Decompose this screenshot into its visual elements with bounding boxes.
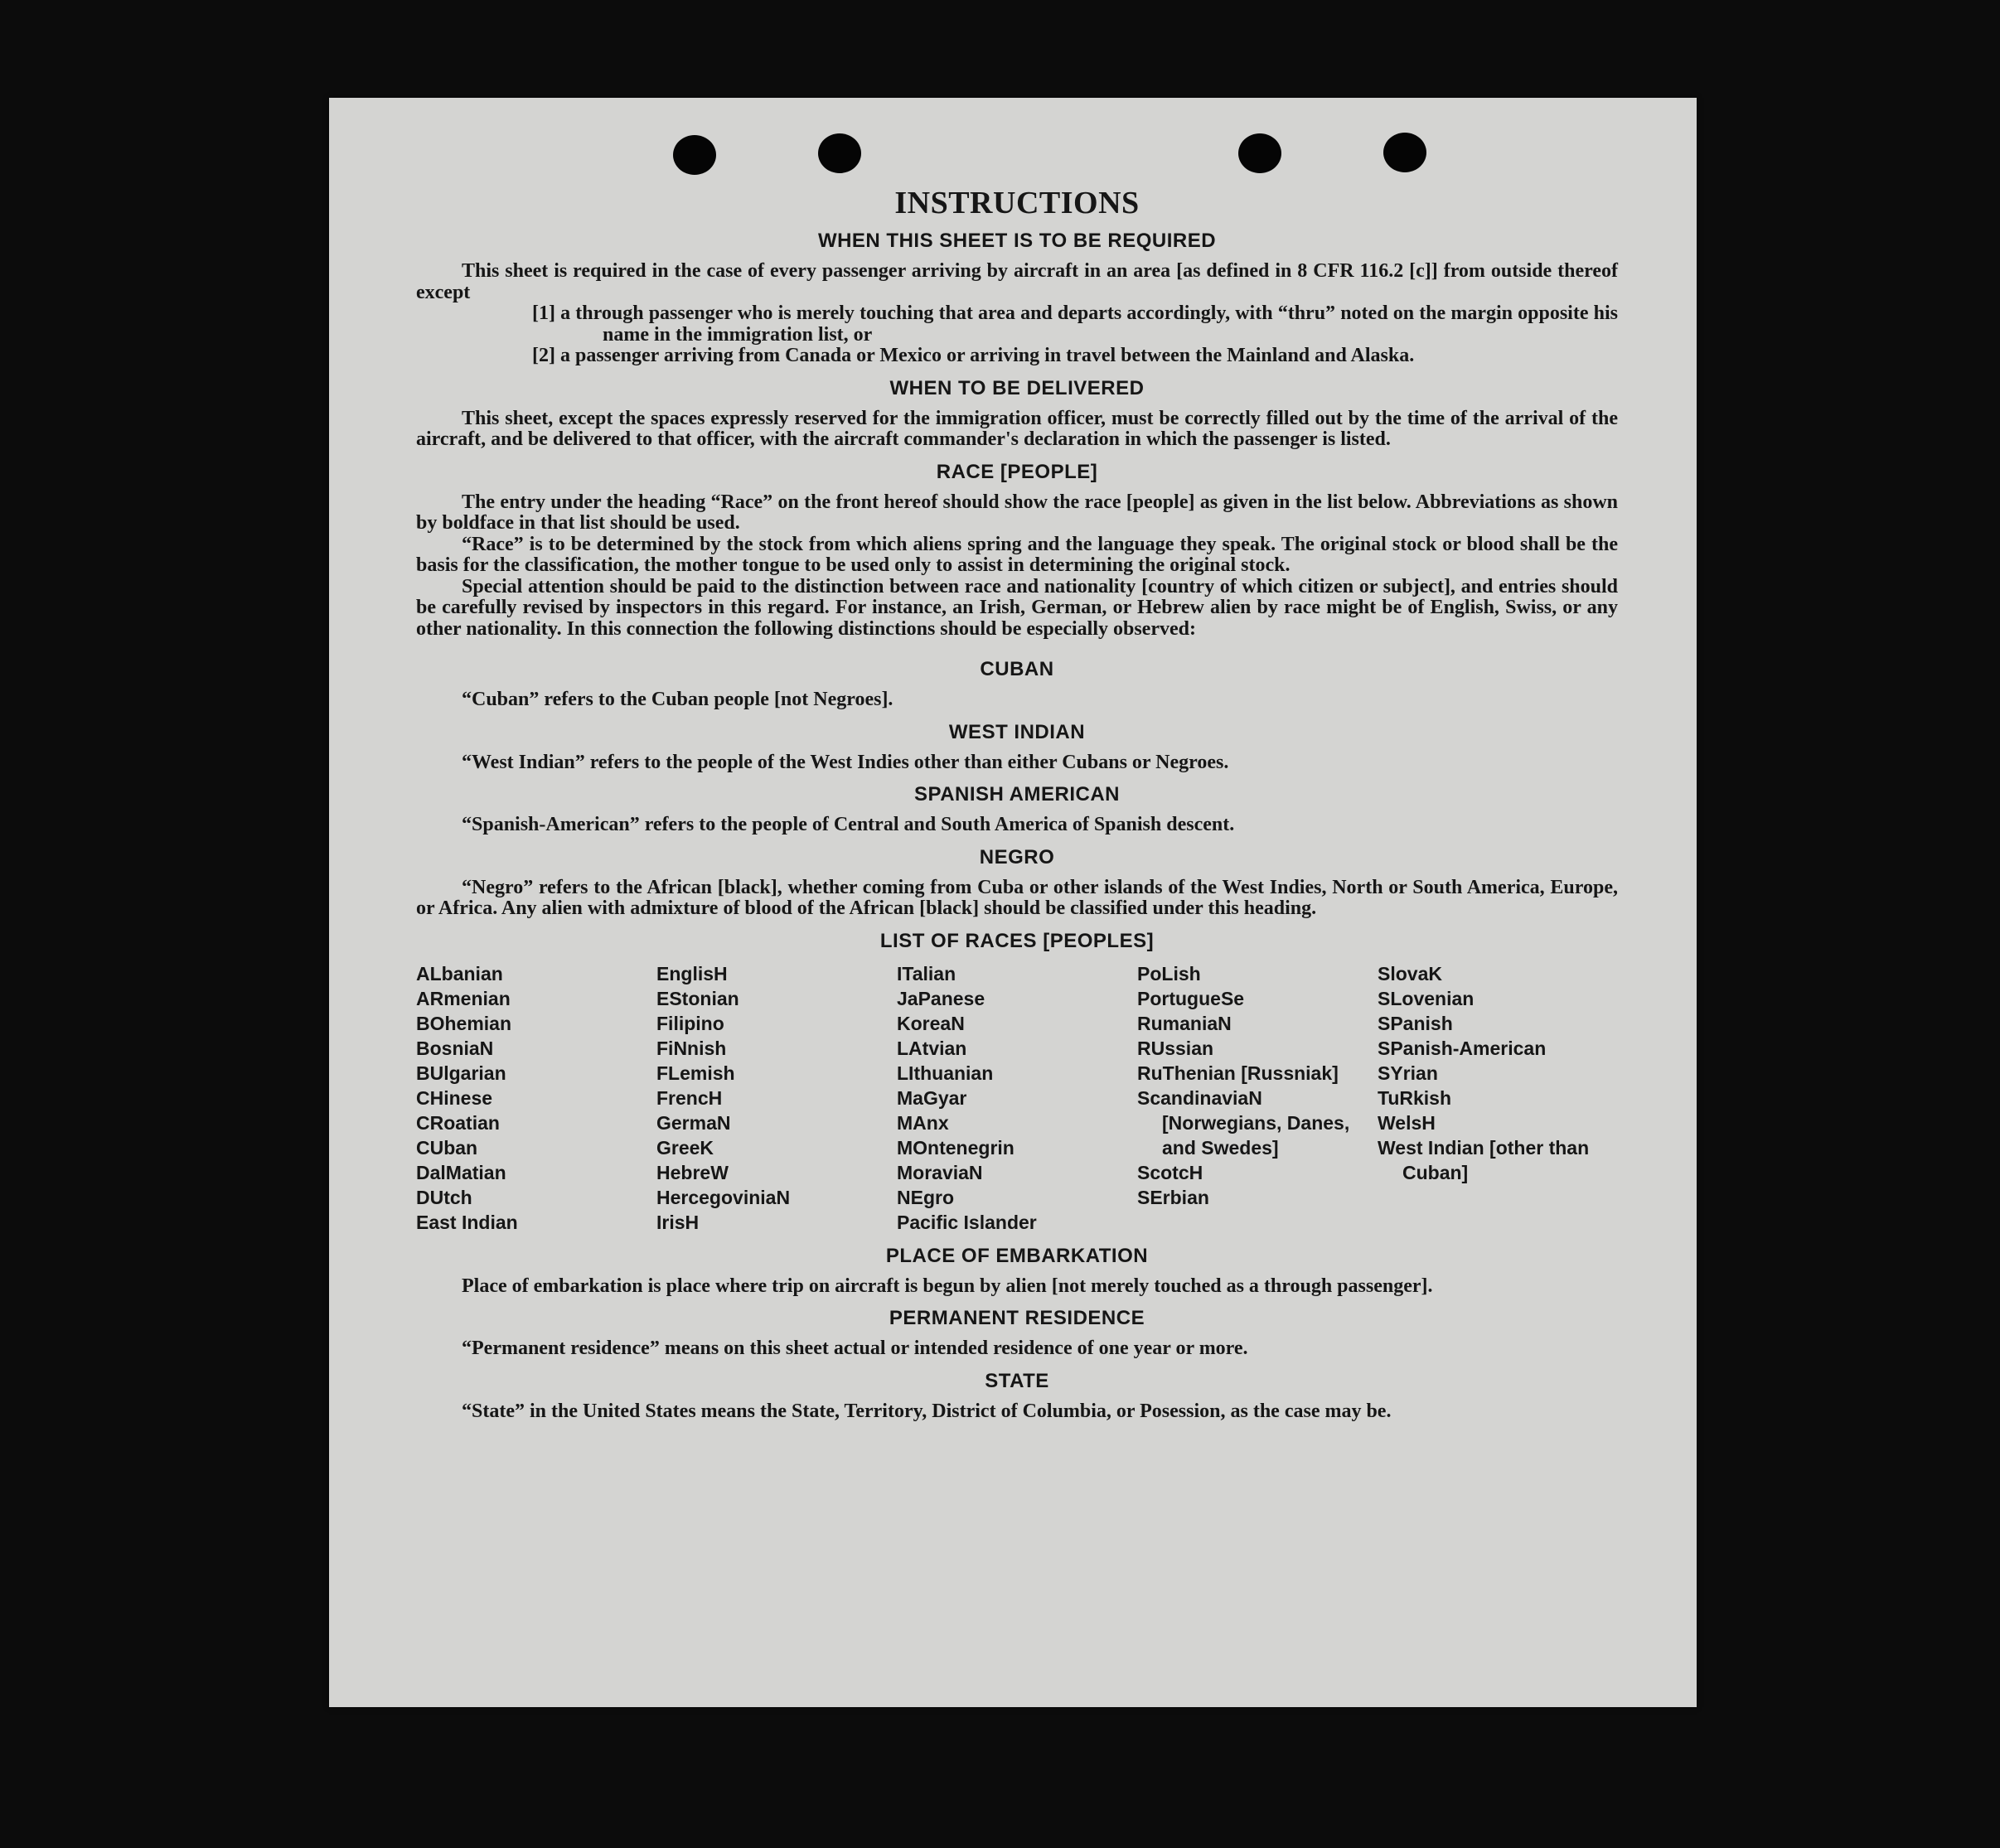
race-list-column (1137, 961, 1378, 1235)
race-entry: SErbian (1137, 1186, 1209, 1208)
race-entry: TuRkish (1378, 1086, 1452, 1109)
race-entry: FLemish (656, 1062, 735, 1084)
race-entry: EnglisH (656, 962, 728, 984)
punch-hole (818, 133, 861, 173)
race-entry: DUtch (416, 1186, 472, 1208)
race-entry: RUssian (1137, 1037, 1214, 1059)
race-entry: CHinese (416, 1086, 493, 1109)
race-entry: WelsH (1378, 1111, 1436, 1134)
race-entry: LIthuanian (897, 1062, 994, 1084)
heading-west-indian: WEST INDIAN (948, 720, 1086, 743)
race-list-column (416, 961, 656, 1235)
race-entry: BosniaN (416, 1037, 494, 1059)
race-entry: DalMatian (416, 1161, 506, 1183)
negro-text: “Negro” refers to the African [black], whether coming from Cuba or other islands of the West Indies, North or South America, Europe, or Africa. Any alien with admixture of blood of the African [black] should be classified under this heading. (416, 876, 1618, 919)
race-entry: FrencH (656, 1086, 723, 1109)
west-indian-text: “West Indian” refers to the people of the West Indies other than either Cubans or Negroes. (462, 751, 1229, 773)
heading-race: RACE [PEOPLE] (936, 460, 1098, 483)
race-entry: HercegoviniaN (656, 1186, 791, 1208)
race-list-column (656, 961, 897, 1235)
race-entry: KoreaN (897, 1012, 965, 1034)
race-entry: RuThenian [Russniak] (1137, 1062, 1339, 1084)
race-entry: Pacific Islander (897, 1211, 1037, 1233)
race-entry: FiNnish (656, 1037, 727, 1059)
race-entry: ScotcH (1137, 1161, 1203, 1183)
race-entry: SLovenian (1378, 987, 1475, 1009)
heading-embarkation: PLACE OF EMBARKATION (885, 1244, 1149, 1267)
race-entry: HebreW (656, 1161, 729, 1183)
race-paragraph-2: “Race” is to be determined by the stock from which aliens spring and the language they speak. The original stock or blood shall be the basis for the classification, the mother tongue to be used only to assist in determining the original stock. (416, 533, 1618, 576)
race-entry: GreeK (656, 1136, 714, 1159)
race-entry: RumaniaN (1137, 1012, 1232, 1034)
race-entry: West Indian [other than Cuban] (1378, 1136, 1590, 1183)
state-text: “State” in the United States means the State, Territory, District of Columbia, or Posession, as the case may be. (462, 1400, 1392, 1422)
heading-list-of-races: LIST OF RACES [PEOPLES] (879, 929, 1155, 952)
race-entry: CUban (416, 1136, 478, 1159)
race-entry: PoLish (1137, 962, 1201, 984)
race-entry: BUlgarian (416, 1062, 506, 1084)
heading-permanent-residence: PERMANENT RESIDENCE (889, 1307, 1145, 1329)
heading-state: STATE (985, 1369, 1049, 1392)
race-paragraph-1: The entry under the heading “Race” on the front hereof should show the race [people] as given in the list below. Abbreviations as shown by boldface in that list should be used. (416, 491, 1618, 534)
race-entry: ALbanian (416, 962, 503, 984)
race-entry: EStonian (656, 987, 739, 1009)
race-entry: PortugueSe (1137, 987, 1245, 1009)
document-page (329, 98, 1697, 1707)
embarkation-text: Place of embarkation is place where trip on aircraft is begun by alien [not merely touched as a through passenger]. (462, 1275, 1433, 1297)
race-entry: NEgro (897, 1186, 954, 1208)
race-entry: MoraviaN (897, 1161, 983, 1183)
race-list-column (1378, 961, 1618, 1235)
race-entry: MAnx (897, 1111, 949, 1134)
race-list (416, 961, 1618, 1235)
punch-hole (673, 135, 716, 175)
punch-hole (1383, 133, 1426, 172)
spanish-american-text: “Spanish-American” refers to the people of Central and South America of Spanish descent. (462, 814, 1235, 835)
cuban-text: “Cuban” refers to the Cuban people [not Negroes]. (462, 689, 893, 710)
race-entry: IrisH (656, 1211, 700, 1233)
heading-delivered: WHEN TO BE DELIVERED (889, 376, 1145, 399)
required-intro: This sheet is required in the case of every passenger arriving by aircraft in an area [as defined in 8 CFR 116.2 [c]] from outside thereof except (416, 260, 1618, 303)
instructions-content (416, 185, 1618, 1422)
page-title: INSTRUCTIONS (894, 186, 1140, 220)
race-paragraph-3: Special attention should be paid to the distinction between race and nationality [country of which citizen or subject], and entries should be carefully revised by inspectors in this regard. For instance, an Irish, German, or Hebrew alien by race might be of English, Swiss, or any other nationality. In this connection the following distinctions should be especially observed: (416, 575, 1618, 640)
race-entry: East Indian (416, 1211, 518, 1233)
race-entry: ARmenian (416, 987, 511, 1009)
exception-2: [2] a passenger arriving from Canada or Mexico or arriving in travel between the Mainland and Alaska. (532, 345, 1415, 366)
race-entry: SPanish (1378, 1012, 1453, 1034)
punch-hole (1238, 133, 1281, 173)
race-entry: SYrian (1378, 1062, 1438, 1084)
race-entry: GermaN (656, 1111, 731, 1134)
race-entry: SPanish-American (1378, 1037, 1547, 1059)
race-entry: LAtvian (897, 1037, 967, 1059)
race-entry: CRoatian (416, 1111, 500, 1134)
delivered-text: This sheet, except the spaces expressly reserved for the immigration officer, must be correctly filled out by the time of the arrival of the aircraft, and be delivered to that officer, with the aircraft commander's declaration in which the passenger is listed. (416, 407, 1618, 450)
race-list-column (897, 961, 1137, 1235)
race-entry: MOntenegrin (897, 1136, 1015, 1159)
heading-cuban: CUBAN (980, 658, 1054, 680)
race-entry: JaPanese (897, 987, 985, 1009)
race-entry: ITalian (897, 962, 956, 984)
heading-required: WHEN THIS SHEET IS TO BE REQUIRED (817, 230, 1217, 252)
exception-1: [1] a through passenger who is merely touching that area and departs accordingly, with “thru” noted on the margin opposite his name in the immigration list, or (532, 302, 1618, 346)
race-entry: MaGyar (897, 1086, 967, 1109)
race-entry: BOhemian (416, 1012, 512, 1034)
heading-spanish-american: SPANISH AMERICAN (913, 783, 1120, 805)
heading-negro: NEGRO (979, 845, 1055, 868)
race-entry: SlovaK (1378, 962, 1442, 984)
race-entry: ScandinaviaN [Norwegians, Danes, and Swedes] (1137, 1086, 1350, 1159)
race-entry: Filipino (656, 1012, 724, 1034)
permanent-residence-text: “Permanent residence” means on this sheet actual or intended residence of one year or more. (462, 1338, 1248, 1359)
